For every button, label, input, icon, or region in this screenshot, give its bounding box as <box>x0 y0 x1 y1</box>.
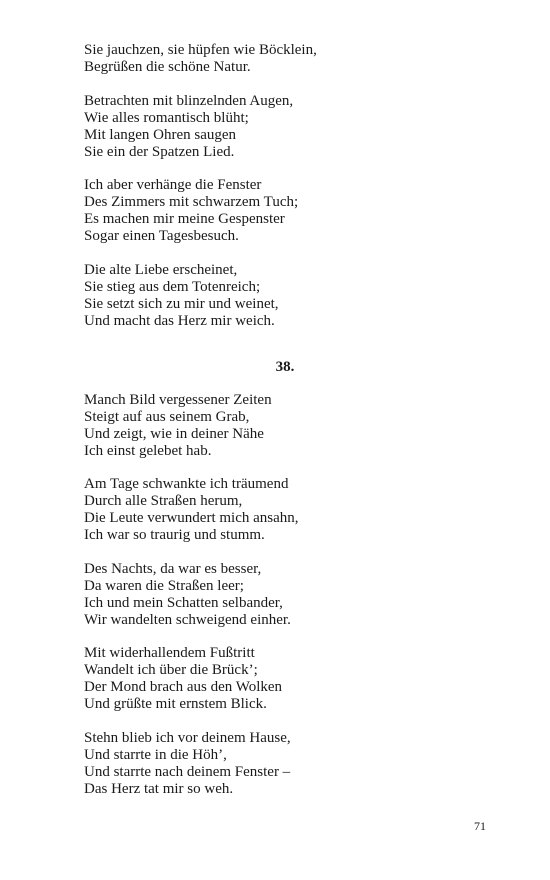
verse-line: Und zeigt, wie in deiner Nähe <box>84 425 264 442</box>
poem-number: 38. <box>275 358 295 375</box>
verse-line: Steigt auf aus seinem Grab, <box>84 408 250 425</box>
verse-line: Der Mond brach aus den Wolken <box>84 679 283 695</box>
verse-line: Wandelt ich über die Brück’; <box>84 662 258 678</box>
verse-line: Sie setzt sich zu mir und weinet, <box>84 295 279 312</box>
verse-line: Stehn blieb ich vor deinem Hause, <box>84 729 291 746</box>
verse-line: Am Tage schwankte ich träumend <box>84 476 289 492</box>
page-number: 71 <box>474 819 486 833</box>
stanza <box>84 262 484 330</box>
poem-38 <box>84 392 484 798</box>
verse-line: Ich einst gelebet hab. <box>84 442 212 459</box>
stanza <box>84 645 484 713</box>
verse-line: Sogar einen Tagesbesuch. <box>84 228 239 244</box>
verse-line: Ich aber verhänge die Fenster <box>84 177 262 193</box>
verse-line: Und starrte nach deinem Fenster – <box>84 763 291 780</box>
stanza <box>84 561 484 629</box>
stanza <box>84 177 484 245</box>
verse-line: Sie stieg aus dem Totenreich; <box>84 278 261 295</box>
stanza <box>84 392 484 460</box>
verse-line: Begrüßen die schöne Natur. <box>84 59 251 75</box>
verse-line: Und grüßte mit ernstem Blick. <box>84 696 267 712</box>
verse-line: Es machen mir meine Gespenster <box>84 211 285 227</box>
verse-line: Des Nachts, da war es besser, <box>84 560 262 577</box>
verse-line: Mit widerhallendem Fußtritt <box>84 645 255 661</box>
verse-line: Mit langen Ohren saugen <box>84 126 237 143</box>
verse-line: Da waren die Straßen leer; <box>84 577 244 594</box>
verse-line: Ich und mein Schatten selbander, <box>84 594 283 611</box>
stanza <box>84 730 484 798</box>
verse-line: Das Herz tat mir so weh. <box>84 780 234 797</box>
verse-line: Sie ein der Spatzen Lied. <box>84 143 235 160</box>
verse-line: Wie alles romantisch blüht; <box>84 109 249 126</box>
verse-line: Betrachten mit blinzelnden Augen, <box>84 92 294 109</box>
verse-line: Die Leute verwundert mich ansahn, <box>84 510 299 526</box>
verse-line: Und macht das Herz mir weich. <box>84 312 275 329</box>
verse-line: Die alte Liebe erscheinet, <box>84 261 238 278</box>
verse-line: Und starrte in die Höh’, <box>84 746 227 763</box>
verse-line: Des Zimmers mit schwarzem Tuch; <box>84 194 299 210</box>
verse-line: Sie jauchzen, sie hüpfen wie Böcklein, <box>84 42 317 58</box>
verse-line: Durch alle Straßen herum, <box>84 493 243 509</box>
page-body <box>84 42 484 814</box>
poem-continued <box>84 42 484 330</box>
verse-line: Manch Bild vergessener Zeiten <box>84 391 272 408</box>
stanza <box>84 42 484 76</box>
verse-line: Wir wandelten schweigend einher. <box>84 611 291 628</box>
verse-line: Ich war so traurig und stumm. <box>84 527 265 543</box>
stanza <box>84 476 484 544</box>
stanza <box>84 93 484 161</box>
